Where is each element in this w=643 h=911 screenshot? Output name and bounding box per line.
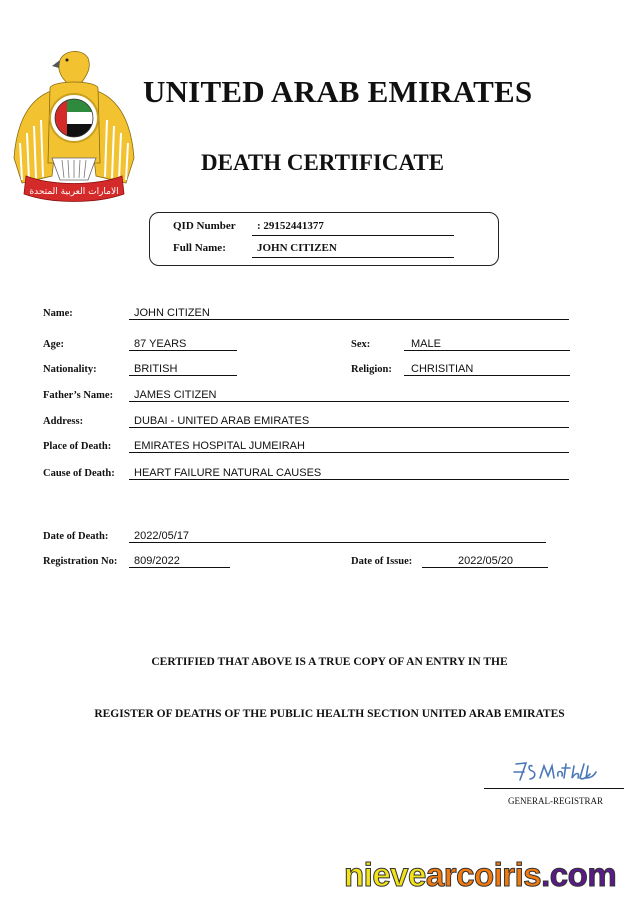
- qid-underline: [252, 235, 454, 236]
- registrar-signature: [510, 758, 600, 789]
- full-name-value: JOHN CITIZEN: [257, 242, 337, 254]
- religion-value: CHRISITIAN: [411, 363, 474, 375]
- cause-of-death-value: HEART FAILURE NATURAL CAUSES: [134, 467, 322, 479]
- cause-of-death-underline: [129, 479, 569, 480]
- address-value: DUBAI - UNITED ARAB EMIRATES: [134, 415, 310, 427]
- name-label: Name:: [43, 308, 73, 319]
- age-label: Age:: [43, 339, 64, 350]
- watermark-part-3: .com: [541, 856, 617, 893]
- signature-line: [484, 788, 624, 789]
- father-name-value: JAMES CITIZEN: [134, 389, 217, 401]
- uae-emblem-icon: [12, 48, 136, 204]
- full-name-label: Full Name:: [173, 242, 226, 254]
- qid-label: QID Number: [173, 220, 236, 232]
- certification-line-2: REGISTER OF DEATHS OF THE PUBLIC HEALTH SECTION UNITED ARAB EMIRATES: [94, 708, 565, 720]
- nationality-label: Nationality:: [43, 364, 97, 375]
- certification-line-1: CERTIFIED THAT ABOVE IS A TRUE COPY OF AN ENTRY IN THE: [151, 656, 508, 668]
- place-of-death-underline: [129, 452, 569, 453]
- address-label: Address:: [43, 416, 84, 427]
- date-of-death-label: Date of Death:: [43, 531, 109, 542]
- sex-underline: [404, 350, 570, 351]
- registration-no-value: 809/2022: [134, 555, 180, 567]
- registration-no-underline: [129, 567, 230, 568]
- place-of-death-label: Place of Death:: [43, 441, 112, 452]
- religion-label: Religion:: [351, 364, 392, 375]
- father-name-label: Father’s Name:: [43, 390, 114, 401]
- date-of-issue-label: Date of Issue:: [351, 556, 413, 567]
- name-value: JOHN CITIZEN: [134, 307, 210, 319]
- registration-no-label: Registration No:: [43, 556, 118, 567]
- nationality-underline: [129, 375, 237, 376]
- watermark-part-2: arcoiris: [425, 856, 542, 893]
- full-name-underline: [252, 257, 454, 258]
- svg-text:الامارات العربية المتحدة: الامارات العربية المتحدة: [29, 187, 119, 197]
- document-title: DEATH CERTIFICATE: [201, 150, 445, 175]
- cause-of-death-label: Cause of Death:: [43, 468, 115, 479]
- date-of-death-underline: [129, 542, 546, 543]
- name-underline: [129, 319, 569, 320]
- sex-value: MALE: [411, 338, 441, 350]
- date-of-issue-underline: [422, 567, 548, 568]
- date-of-death-value: 2022/05/17: [134, 530, 190, 542]
- age-underline: [129, 350, 237, 351]
- date-of-issue-value: 2022/05/20: [458, 555, 514, 567]
- religion-underline: [404, 375, 570, 376]
- qid-value: : 29152441377: [257, 220, 324, 232]
- registrar-title: GENERAL-REGISTRAR: [508, 796, 603, 806]
- nationality-value: BRITISH: [134, 363, 178, 375]
- watermark-part-1: nieve: [344, 856, 426, 893]
- address-underline: [129, 427, 569, 428]
- place-of-death-value: EMIRATES HOSPITAL JUMEIRAH: [134, 440, 305, 452]
- watermark: [344, 856, 616, 894]
- father-name-underline: [129, 401, 569, 402]
- country-title: UNITED ARAB EMIRATES: [143, 74, 533, 109]
- age-value: 87 YEARS: [134, 338, 187, 350]
- sex-label: Sex:: [351, 339, 371, 350]
